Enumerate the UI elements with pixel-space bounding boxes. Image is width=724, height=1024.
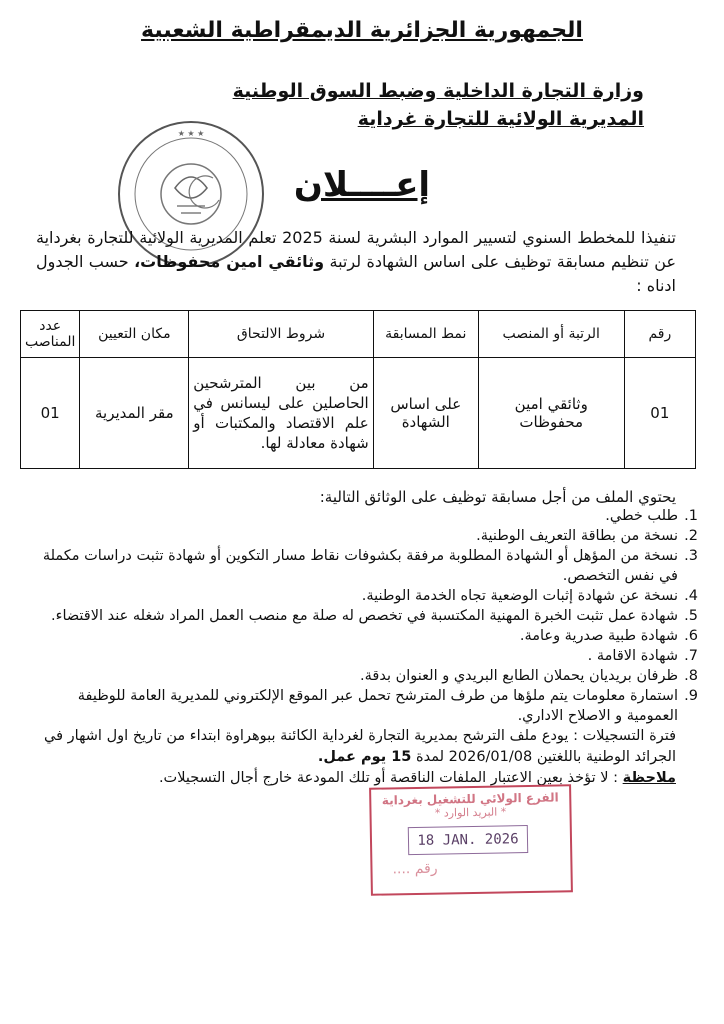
note: [159, 770, 676, 786]
table-row: [21, 358, 696, 469]
list-item: نسخة من بطاقة التعريف الوطنية.: [476, 528, 678, 544]
list-item: شهادة طبية صدرية وعامة.: [519, 628, 678, 644]
documents-intro: يحتوي الملف من أجل مسابقة توظيف على الوثائق التالية:: [319, 488, 676, 506]
list-item: شهادة الاقامة .: [587, 648, 678, 664]
cell-num: 01: [624, 358, 695, 469]
republic-heading: الجمهورية الجزائرية الديمقراطية الشعبية: [141, 18, 583, 43]
intro-text-end: حسب الجدول ادناه :: [36, 252, 676, 295]
cell-count: 01: [21, 358, 80, 469]
announcement-title: إعــــلان: [293, 165, 431, 205]
positions-table: [20, 310, 696, 469]
announcement-intro: [36, 226, 676, 298]
table-header-row: [21, 311, 696, 358]
header-rank: الرتبة أو المنصب: [478, 311, 624, 358]
stamp-signature: رقم ....: [392, 860, 438, 878]
note-label: ملاحظة: [622, 770, 676, 786]
header-conditions: شروط الالتحاق: [189, 311, 373, 358]
period-duration: 15 يوم عمل.: [317, 749, 412, 765]
documents-list: [38, 506, 700, 726]
cell-mode: على اساس الشهادة: [373, 358, 478, 469]
header-location: مكان التعيين: [80, 311, 189, 358]
cell-rank: وثائقي امين محفوظات: [478, 358, 624, 469]
svg-text:★ ★ ★: ★ ★ ★: [177, 129, 205, 138]
list-item: شهادة عمل تثبت الخبرة المهنية المكتسبة في تخصص له صلة مع منصب العمل المراد شغله عند الاقتضاء.: [51, 608, 678, 624]
note-text: : لا تؤخذ بعين الاعتبار الملفات الناقصة أو تلك المودعة خارج أجال التسجيلات.: [158, 770, 623, 786]
list-item: طلب خطي.: [605, 508, 678, 524]
intro-text: تنفيذا للمخطط السنوي لتسيير الموارد البشرية لسنة 2025 تعلم المديرية الولائية للتجارة بغرداية عن تنظيم مسابقة توظيف على اساس الشهادة لرتبة: [36, 228, 677, 271]
header-count: عدد المناصب: [21, 311, 80, 358]
list-item: نسخة من المؤهل أو الشهادة المطلوبة مرفقة بكشوفات نقاط مسار التكوين أو شهادة تثبت دراسات مكملة في نفس التخصص.: [42, 548, 678, 584]
list-item: استمارة معلومات يتم ملؤها من طرف المترشح تحمل عبر الموقع الإلكتروني للمديرية العامة للوظيفة العمومية و الاصلاح الاداري.: [77, 688, 678, 724]
list-item: ظرفان بريديان يحملان الطابع البريدي و العنوان بدقة.: [360, 668, 678, 684]
cell-location: مقر المديرية: [80, 358, 189, 469]
intro-rank: وثائقي امين محفوظات،: [134, 252, 325, 271]
header-num: رقم: [624, 311, 695, 358]
cell-conditions: من بين المترشحين الحاصلين على ليسانس في علم الاقتصاد والمكتبات أو شهادة معادلة لها.: [189, 358, 373, 469]
stamp-line2: * البريد الوارد *: [434, 805, 507, 820]
header-mode: نمط المسابقة: [373, 311, 478, 358]
stamp-date: 18 JAN. 2026: [408, 825, 528, 855]
ministry-heading: وزارة التجارة الداخلية وضبط السوق الوطنية: [232, 80, 644, 102]
stamp-line1: الفرع الولائي للتشغيل بغرداية: [381, 790, 559, 808]
period-text: فترة التسجيلات : يودع ملف الترشح بمديرية التجارة لغرداية الكائنة ببوهراوة ابتداء من تاريخ اول اشهار في الجرائد الوطنية باللغتين 2026/01/08 لمدة: [44, 728, 676, 765]
list-item: نسخة عن شهادة إثبات الوضعية تجاه الخدمة الوطنية.: [361, 588, 678, 604]
received-stamp: [369, 784, 573, 896]
registration-period: [44, 726, 676, 768]
directorate-heading: المديرية الولائية للتجارة غرداية: [357, 108, 644, 130]
